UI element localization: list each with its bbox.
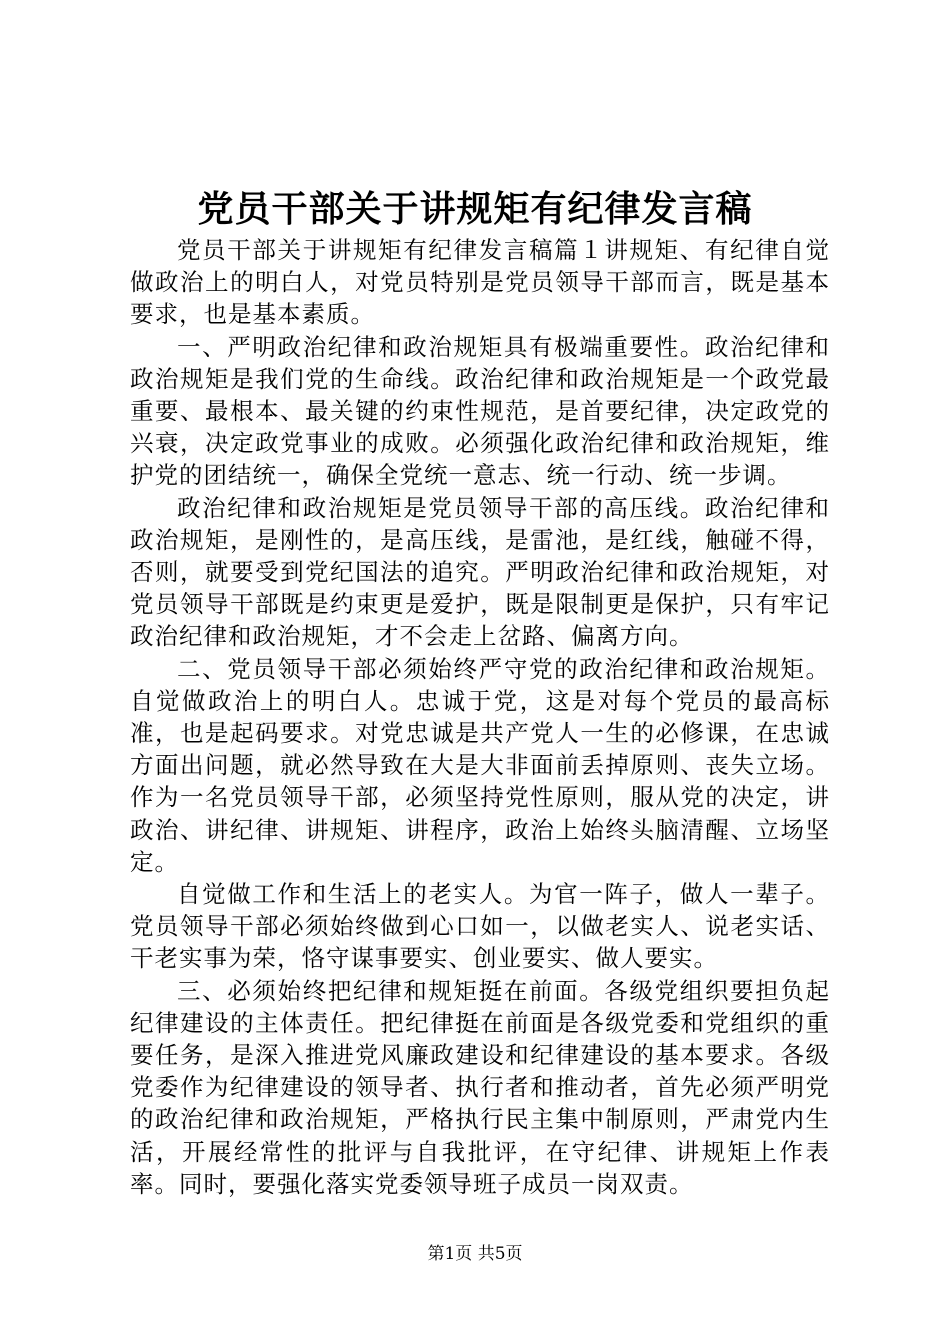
document-body <box>130 234 830 1200</box>
paragraph: 一、严明政治纪律和政治规矩具有极端重要性。政治纪律和政治规矩是我们党的生命线。政治纪律和政治规矩是一个政党最重要、最根本、最关键的约束性规范，是首要纪律，决定政党的兴衰，决定政党事业的成败。必须强化政治纪律和政治规矩，维护党的团结统一，确保全党统一意志、统一行动、统一步调。 <box>130 332 830 490</box>
paragraph: 政治纪律和政治规矩是党员领导干部的高压线。政治纪律和政治规矩，是刚性的，是高压线，是雷池，是红线，触碰不得，否则，就要受到党纪国法的追究。严明政治纪律和政治规矩，对党员领导干部既是约束更是爱护，既是限制更是保护，只有牢记政治纪律和政治规矩，才不会走上岔路、偏离方向。 <box>130 493 830 651</box>
paragraph: 党员干部关于讲规矩有纪律发言稿篇１讲规矩、有纪律自觉做政治上的明白人，对党员特别是党员领导干部而言，既是基本要求，也是基本素质。 <box>130 236 830 329</box>
page-footer: 第1页 共5页 <box>427 1244 523 1264</box>
paragraph: 三、必须始终把纪律和规矩挺在前面。各级党组织要担负起纪律建设的主体责任。把纪律挺在前面是各级党委和党组织的重要任务，是深入推进党风廉政建设和纪律建设的基本要求。各级党委作为纪律建设的领导者、执行者和推动者，首先必须严明党的政治纪律和政治规矩，严格执行民主集中制原则，严肃党内生活，开展经常性的批评与自我批评，在守纪律、讲规矩上作表率。同时，要强化落实党委领导班子成员一岗双责。 <box>130 976 830 1198</box>
paragraph: 二、党员领导干部必须始终严守党的政治纪律和政治规矩。自觉做政治上的明白人。忠诚于党，这是对每个党员的最高标准，也是起码要求。对党忠诚是共产党人一生的必修课，在忠诚方面出问题，就必然导致在大是大非面前丢掉原则、丧失立场。作为一名党员领导干部，必须坚持党性原则，服从党的决定，讲政治、讲纪律、讲规矩、讲程序，政治上始终头脑清醒、立场坚定。 <box>130 654 830 876</box>
paragraph: 自觉做工作和生活上的老实人。为官一阵子，做人一辈子。党员领导干部必须始终做到心口如一，以做老实人、说老实话、干老实事为荣，恪守谋事要实、创业要实、做人要实。 <box>130 880 830 973</box>
document-title: 党员干部关于讲规矩有纪律发言稿 <box>197 188 753 230</box>
